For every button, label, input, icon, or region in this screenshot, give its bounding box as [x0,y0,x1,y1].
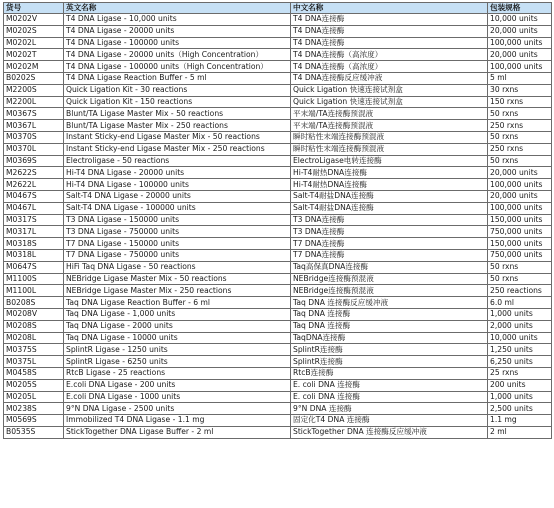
package-size-cell: 5 ml [488,72,552,84]
catalog-number-cell: M0458S [4,367,64,379]
chinese-name-cell: StickTogether DNA 连接酶反应缓冲液 [291,426,488,438]
chinese-name-cell: Quick Ligation 快速连接试剂盒 [291,96,488,108]
table-row [4,179,552,191]
table-row [4,108,552,120]
catalog-number-cell: M0375L [4,356,64,368]
package-size-cell: 50 rxns [488,155,552,167]
catalog-number-cell: M0202L [4,37,64,49]
catalog-number-cell: M0467L [4,202,64,214]
product-table [3,2,552,439]
table-row [4,226,552,238]
english-name-cell: HiFi Taq DNA Ligase - 50 reactions [64,261,291,273]
catalog-number-cell: M0375S [4,344,64,356]
table-body [4,14,552,439]
table-row [4,344,552,356]
package-size-cell: 50 rxns [488,131,552,143]
package-size-cell: 20,000 units [488,49,552,61]
catalog-number-cell: B0535S [4,426,64,438]
catalog-number-cell: M0208L [4,332,64,344]
chinese-name-cell: E. coli DNA 连接酶 [291,379,488,391]
english-name-cell: T3 DNA Ligase - 750000 units [64,226,291,238]
catalog-number-cell: M0369S [4,155,64,167]
catalog-number-cell: M0318L [4,249,64,261]
english-name-cell: Instant Sticky-end Ligase Master Mix - 50 reactions [64,131,291,143]
catalog-number-cell: M0317S [4,214,64,226]
package-size-cell: 200 units [488,379,552,391]
table-row [4,96,552,108]
catalog-number-cell: M2622S [4,167,64,179]
english-name-cell: NEBridge Ligase Master Mix - 250 reactions [64,285,291,297]
chinese-name-cell: 瞬时粘性末端连接酶预混液 [291,143,488,155]
catalog-number-cell: M0569S [4,415,64,427]
english-name-cell: Blunt/TA Ligase Master Mix - 50 reactions [64,108,291,120]
table-row [4,320,552,332]
english-name-cell: Salt-T4 DNA Ligase - 100000 units [64,202,291,214]
header-english-name: 英文名称 [64,3,291,14]
english-name-cell: Hi-T4 DNA Ligase - 100000 units [64,179,291,191]
table-row [4,415,552,427]
catalog-number-cell: M0647S [4,261,64,273]
package-size-cell: 250 rxns [488,143,552,155]
package-size-cell: 100,000 units [488,37,552,49]
english-name-cell: SplintR Ligase - 6250 units [64,356,291,368]
chinese-name-cell: Taq DNA 连接酶反应缓冲液 [291,297,488,309]
table-row [4,356,552,368]
package-size-cell: 100,000 units [488,202,552,214]
table-row [4,367,552,379]
package-size-cell: 150,000 units [488,238,552,250]
catalog-number-cell: M0205S [4,379,64,391]
english-name-cell: T4 DNA Ligase - 20000 units [64,25,291,37]
table-row [4,238,552,250]
package-size-cell: 1.1 mg [488,415,552,427]
table-row [4,261,552,273]
chinese-name-cell: ElectroLigase电转连接酶 [291,155,488,167]
chinese-name-cell: 平末端/TA连接酶预混液 [291,108,488,120]
table-row [4,25,552,37]
package-size-cell: 6,250 units [488,356,552,368]
table-row [4,308,552,320]
table-row [4,143,552,155]
english-name-cell: Hi-T4 DNA Ligase - 20000 units [64,167,291,179]
english-name-cell: Taq DNA Ligase - 1,000 units [64,308,291,320]
catalog-number-cell: M0318S [4,238,64,250]
chinese-name-cell: Taq高保真DNA连接酶 [291,261,488,273]
chinese-name-cell: T3 DNA连接酶 [291,214,488,226]
catalog-number-cell: M2200S [4,84,64,96]
english-name-cell: T4 DNA Ligase Reaction Buffer - 5 ml [64,72,291,84]
chinese-name-cell: Salt-T4耐盐DNA连接酶 [291,190,488,202]
chinese-name-cell: Hi-T4耐热DNA连接酶 [291,167,488,179]
table-row [4,273,552,285]
english-name-cell: Salt-T4 DNA Ligase - 20000 units [64,190,291,202]
table-row [4,332,552,344]
chinese-name-cell: SplintR连接酶 [291,356,488,368]
header-row [4,3,552,14]
catalog-number-cell: M0202V [4,14,64,26]
chinese-name-cell: Taq DNA 连接酶 [291,308,488,320]
table-row [4,379,552,391]
catalog-number-cell: M0238S [4,403,64,415]
catalog-number-cell: B0202S [4,72,64,84]
package-size-cell: 50 rxns [488,273,552,285]
catalog-number-cell: M0317L [4,226,64,238]
english-name-cell: Taq DNA Ligase Reaction Buffer - 6 ml [64,297,291,309]
english-name-cell: E.coli DNA Ligase - 200 units [64,379,291,391]
chinese-name-cell: TaqDNA连接酶 [291,332,488,344]
chinese-name-cell: T3 DNA连接酶 [291,226,488,238]
catalog-number-cell: M0370L [4,143,64,155]
english-name-cell: T7 DNA Ligase - 150000 units [64,238,291,250]
package-size-cell: 150,000 units [488,214,552,226]
package-size-cell: 10,000 units [488,14,552,26]
english-name-cell: T4 DNA Ligase - 10,000 units [64,14,291,26]
catalog-number-cell: M0367S [4,108,64,120]
package-size-cell: 150 rxns [488,96,552,108]
table-row [4,403,552,415]
english-name-cell: RtcB Ligase - 25 reactions [64,367,291,379]
chinese-name-cell: 9°N DNA 连接酶 [291,403,488,415]
catalog-number-cell: B0208S [4,297,64,309]
chinese-name-cell: T4 DNA连接酶 [291,14,488,26]
english-name-cell: Electroligase - 50 reactions [64,155,291,167]
table-row [4,202,552,214]
table-row [4,131,552,143]
package-size-cell: 1,250 units [488,344,552,356]
english-name-cell: T7 DNA Ligase - 750000 units [64,249,291,261]
header-package-size: 包装规格 [488,3,552,14]
package-size-cell: 6.0 ml [488,297,552,309]
header-catalog-number: 货号 [4,3,64,14]
package-size-cell: 1,000 units [488,391,552,403]
english-name-cell: Taq DNA Ligase - 2000 units [64,320,291,332]
english-name-cell: Blunt/TA Ligase Master Mix - 250 reactions [64,120,291,132]
catalog-number-cell: M1100L [4,285,64,297]
table-row [4,285,552,297]
table-row [4,61,552,73]
table-row [4,37,552,49]
package-size-cell: 25 rxns [488,367,552,379]
catalog-number-cell: M1100S [4,273,64,285]
english-name-cell: SplintR Ligase - 1250 units [64,344,291,356]
package-size-cell: 10,000 units [488,332,552,344]
package-size-cell: 50 rxns [488,108,552,120]
chinese-name-cell: NEBridge连接酶预混液 [291,273,488,285]
english-name-cell: T4 DNA Ligase - 100000 units（High Concentration） [64,61,291,73]
table-header [4,3,552,14]
catalog-number-cell: M0208S [4,320,64,332]
chinese-name-cell: T4 DNA连接酶反应缓冲液 [291,72,488,84]
product-table-container [3,2,551,439]
english-name-cell: Quick Ligation Kit - 30 reactions [64,84,291,96]
catalog-number-cell: M0467S [4,190,64,202]
english-name-cell: T4 DNA Ligase - 20000 units（High Concentration） [64,49,291,61]
catalog-number-cell: M0205L [4,391,64,403]
catalog-number-cell: M2622L [4,179,64,191]
package-size-cell: 2 ml [488,426,552,438]
table-row [4,190,552,202]
english-name-cell: StickTogether DNA Ligase Buffer - 2 ml [64,426,291,438]
chinese-name-cell: T7 DNA连接酶 [291,238,488,250]
english-name-cell: Immobilized T4 DNA Ligase - 1.1 mg [64,415,291,427]
chinese-name-cell: 平末端/TA连接酶预混液 [291,120,488,132]
table-row [4,120,552,132]
package-size-cell: 20,000 units [488,25,552,37]
chinese-name-cell: SplintR连接酶 [291,344,488,356]
chinese-name-cell: Taq DNA 连接酶 [291,320,488,332]
chinese-name-cell: T4 DNA连接酶（高浓度） [291,49,488,61]
english-name-cell: Quick Ligation Kit - 150 reactions [64,96,291,108]
table-row [4,72,552,84]
table-row [4,214,552,226]
english-name-cell: 9°N DNA Ligase - 2500 units [64,403,291,415]
table-row [4,84,552,96]
package-size-cell: 250 reactions [488,285,552,297]
chinese-name-cell: 固定化T4 DNA 连接酶 [291,415,488,427]
table-row [4,297,552,309]
english-name-cell: T3 DNA Ligase - 150000 units [64,214,291,226]
chinese-name-cell: 瞬时粘性末端连接酶预混液 [291,131,488,143]
package-size-cell: 50 rxns [488,261,552,273]
table-row [4,167,552,179]
package-size-cell: 2,000 units [488,320,552,332]
chinese-name-cell: T4 DNA连接酶（高浓度） [291,61,488,73]
chinese-name-cell: Quick Ligation 快速连接试剂盒 [291,84,488,96]
package-size-cell: 750,000 units [488,249,552,261]
chinese-name-cell: T7 DNA连接酶 [291,249,488,261]
table-row [4,249,552,261]
table-row [4,155,552,167]
chinese-name-cell: T4 DNA连接酶 [291,37,488,49]
package-size-cell: 100,000 units [488,179,552,191]
english-name-cell: Instant Sticky-end Ligase Master Mix - 250 reactions [64,143,291,155]
table-row [4,391,552,403]
chinese-name-cell: T4 DNA连接酶 [291,25,488,37]
catalog-number-cell: M2200L [4,96,64,108]
catalog-number-cell: M0202T [4,49,64,61]
package-size-cell: 100,000 units [488,61,552,73]
table-row [4,426,552,438]
package-size-cell: 750,000 units [488,226,552,238]
package-size-cell: 20,000 units [488,190,552,202]
chinese-name-cell: RtcB连接酶 [291,367,488,379]
english-name-cell: T4 DNA Ligase - 100000 units [64,37,291,49]
package-size-cell: 20,000 units [488,167,552,179]
chinese-name-cell: Hi-T4耐热DNA连接酶 [291,179,488,191]
chinese-name-cell: Salt-T4耐盐DNA连接酶 [291,202,488,214]
catalog-number-cell: M0367L [4,120,64,132]
chinese-name-cell: E. coli DNA 连接酶 [291,391,488,403]
catalog-number-cell: M0370S [4,131,64,143]
english-name-cell: Taq DNA Ligase - 10000 units [64,332,291,344]
english-name-cell: E.coli DNA Ligase - 1000 units [64,391,291,403]
package-size-cell: 250 rxns [488,120,552,132]
table-row [4,49,552,61]
english-name-cell: NEBridge Ligase Master Mix - 50 reactions [64,273,291,285]
table-row [4,14,552,26]
package-size-cell: 1,000 units [488,308,552,320]
chinese-name-cell: NEBridge连接酶预混液 [291,285,488,297]
package-size-cell: 2,500 units [488,403,552,415]
catalog-number-cell: M0202M [4,61,64,73]
catalog-number-cell: M0208V [4,308,64,320]
package-size-cell: 30 rxns [488,84,552,96]
header-chinese-name: 中文名称 [291,3,488,14]
catalog-number-cell: M0202S [4,25,64,37]
